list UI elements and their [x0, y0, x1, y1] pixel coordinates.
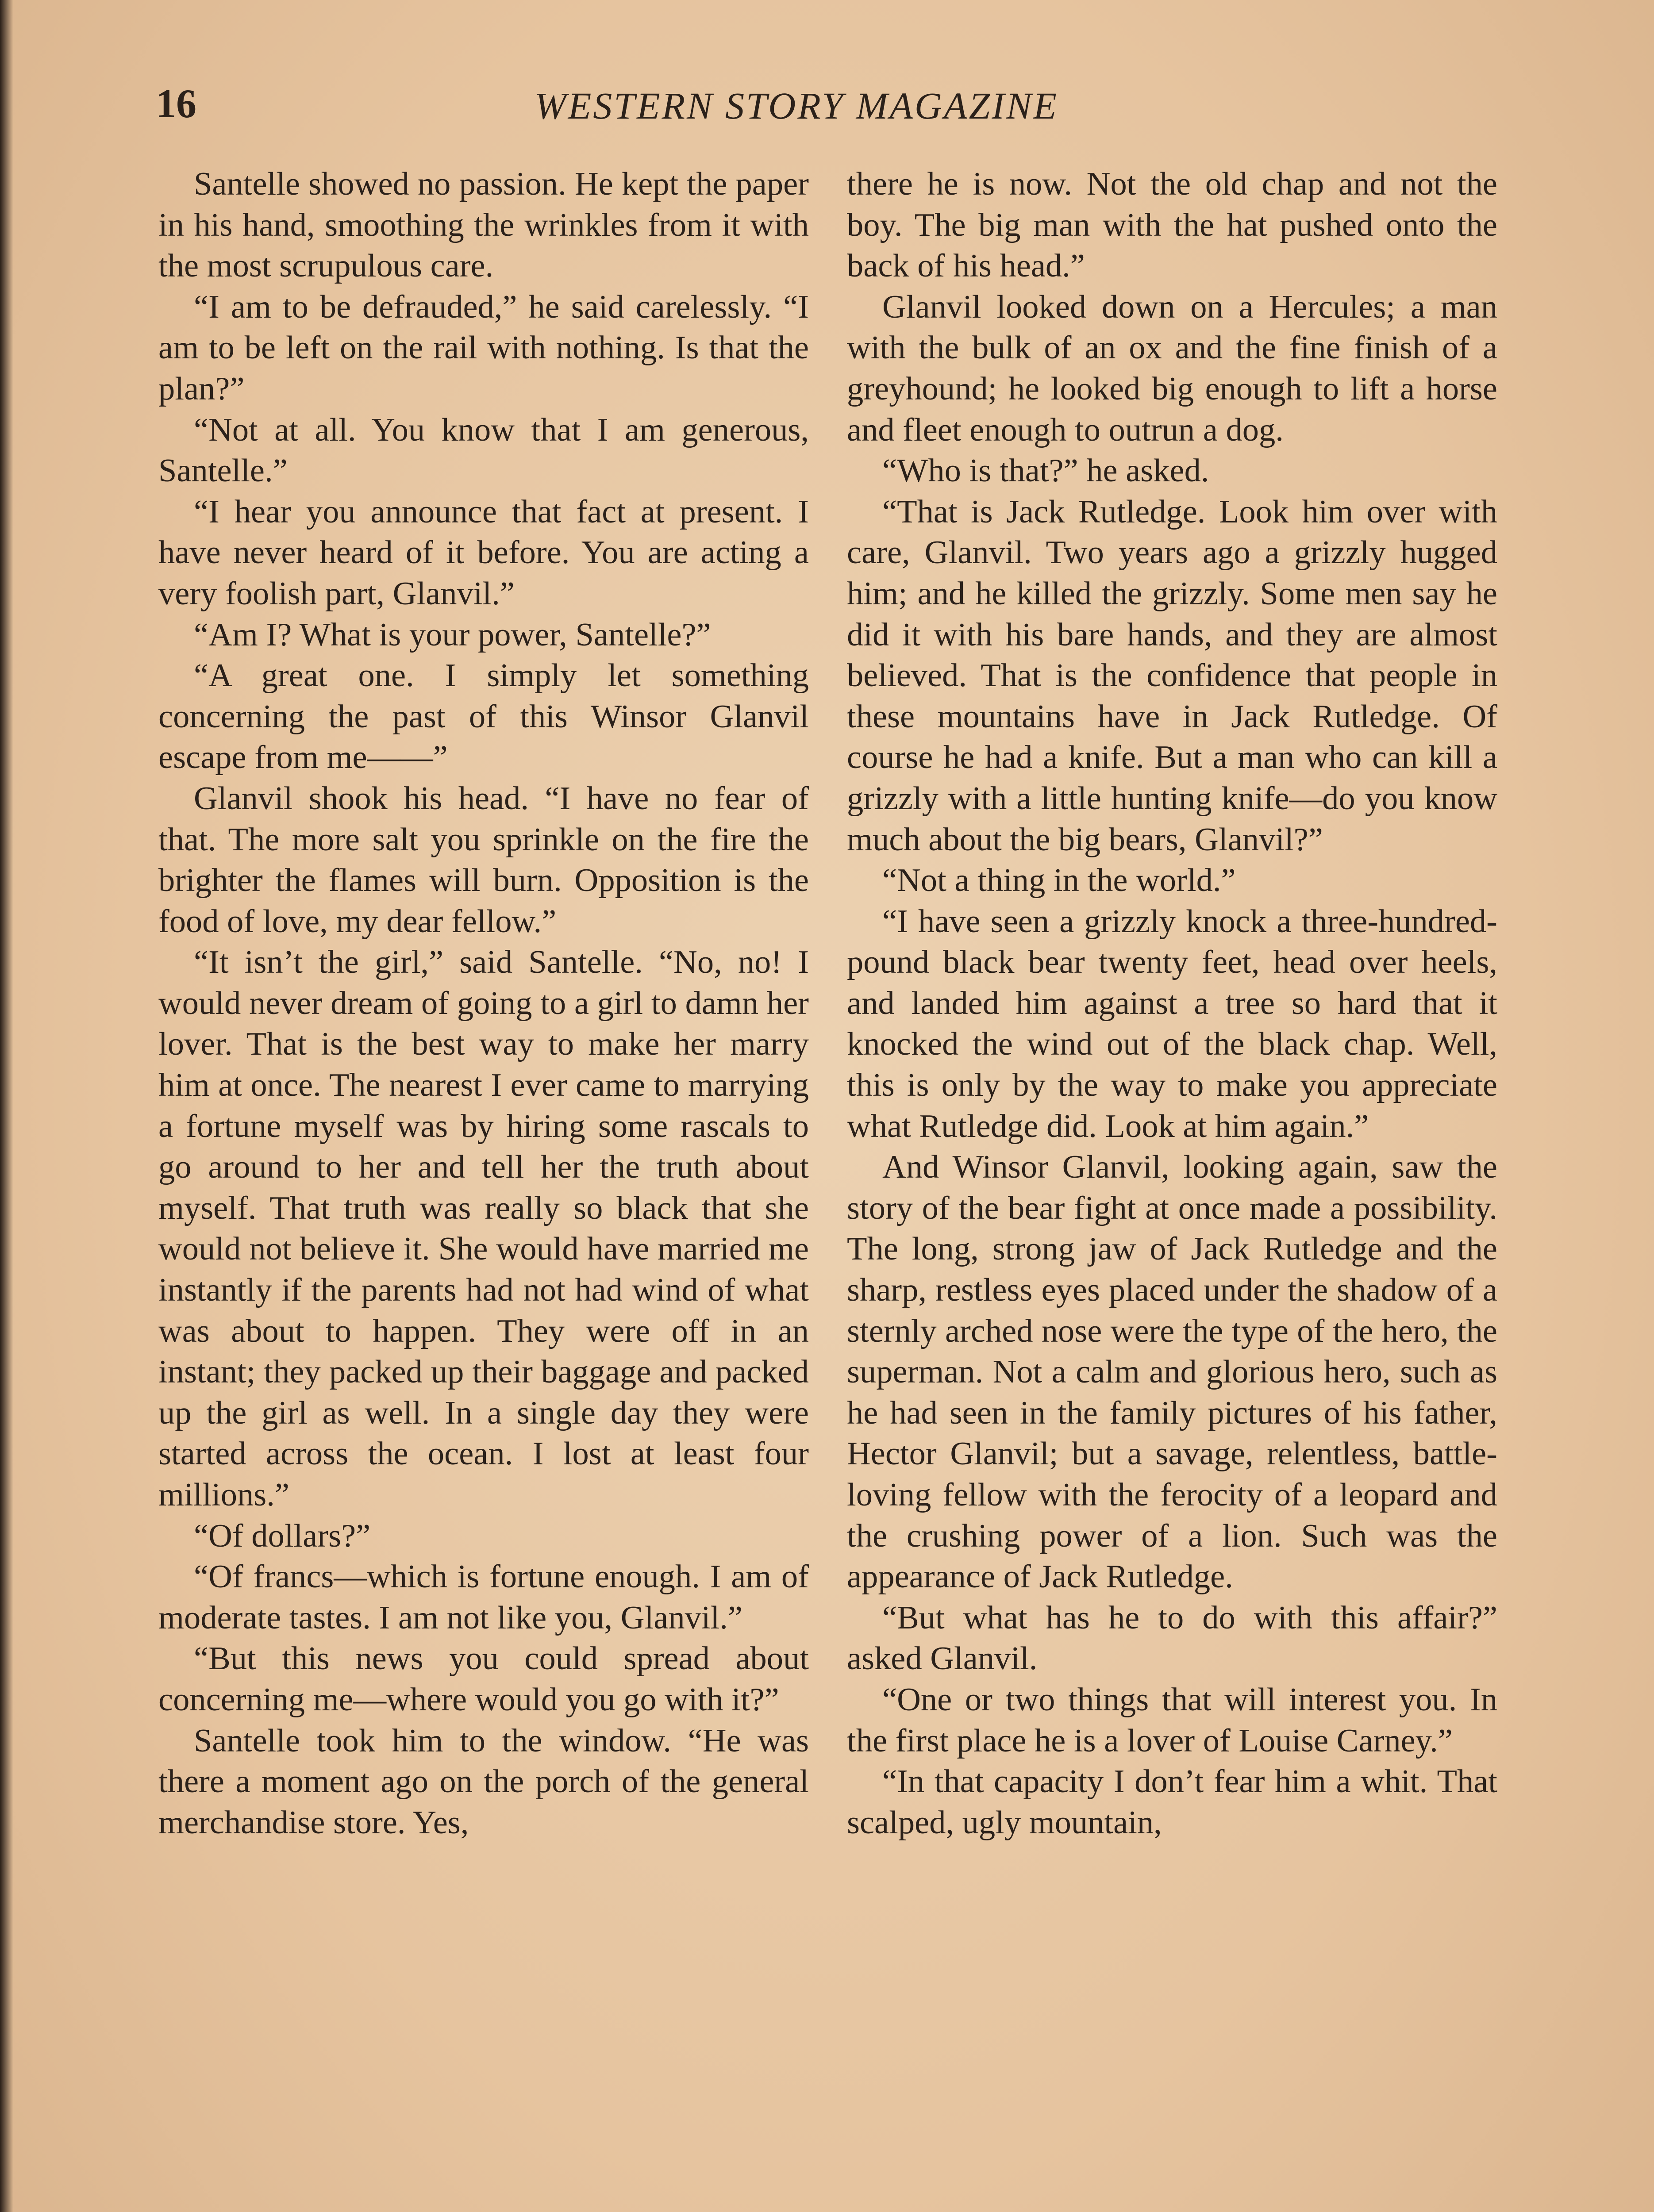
paragraph: “But what has he to do with this affair?” asked Glanvil.: [847, 1599, 1497, 1677]
paragraph: “That is Jack Rutledge. Look him over with care, Glanvil. Two years ago a grizzly hugged him; and he killed the grizzly. Some men say he did it with his bare hands, and they are almost believed. That is the confidence that people in these mountains have in Jack Rutledge. Of course he had a knife. But a man who can kill a grizzly with a little hunting knife—do you know much about the big bears, Glanvil?”: [847, 493, 1497, 858]
paragraph: “I hear you announce that fact at present. I have never heard of it before. You are acting a very foolish part, Glanvil.”: [158, 493, 809, 612]
paragraph: “I have seen a grizzly knock a three-hundred-pound black bear twenty feet, head over heels, and landed him against a tree so hard that it knocked the wind out of the black chap. Well, this is only by the way to make you appreciate what Rutledge did. Look at him again.”: [847, 903, 1497, 1144]
paragraph: Glanvil shook his head. “I have no fear of that. The more salt you sprinkle on the fire the brighter the flames will burn. Opposition is the food of love, my dear fellow.”: [158, 780, 809, 940]
paragraph: “In that capacity I don’t fear him a whit. That scalped, ugly mountain,: [847, 1763, 1497, 1841]
paragraph: “A great one. I simply let something concerning the past of this Winsor Glanvil escape from me——”: [158, 657, 809, 776]
left-column: [158, 164, 809, 1843]
paragraph: “It isn’t the girl,” said Santelle. “No, no! I would never dream of going to a girl to damn her lover. That is the best way to make her marry him at once. The nearest I ever came to marrying a fortune myself was by hiring some rascals to go around to her and tell her the truth about myself. That truth was really so black that she would not believe it. She would have married me instantly if the parents had not had wind of what was about to happen. They were off in an instant; they packed up their baggage and packed up the girl as well. In a single day they were started across the ocean. I lost at least four millions.”: [158, 944, 809, 1513]
right-column: [847, 164, 1497, 1843]
paragraph: “Who is that?” he asked.: [882, 453, 1209, 489]
page-number: 16: [156, 81, 196, 126]
paragraph: “Not at all. You know that I am generous, Santelle.”: [158, 411, 809, 489]
paragraph: “Not a thing in the world.”: [882, 862, 1236, 899]
paragraph: “One or two things that will interest you. In the first place he is a lover of Louise Carney.”: [847, 1681, 1497, 1759]
paragraph: “Of francs—which is fortune enough. I am of moderate tastes. I am not like you, Glanvil.”: [158, 1559, 809, 1636]
paragraph: “But this news you could spread about concerning me—where would you go with it?”: [158, 1640, 809, 1718]
page-edge-shadow: [0, 0, 13, 2212]
paragraph: Santelle took him to the window. “He was there a moment ago on the porch of the general merchandise store. Yes,: [158, 1722, 809, 1841]
paragraph: “Of dollars?”: [194, 1517, 371, 1554]
paragraph: Glanvil looked down on a Hercules; a man with the bulk of an ox and the fine finish of a greyhound; he looked big enough to lift a horse and fleet enough to outrun a dog.: [847, 288, 1497, 448]
paragraph: And Winsor Glanvil, looking again, saw the story of the bear fight at once made a possibility. The long, strong jaw of Jack Rutledge and the sharp, restless eyes placed under the shadow of a sternly arched nose were the type of the hero, the superman. Not a calm and glorious hero, such as he had seen in the family pictures of his father, Hector Glanvil; but a savage, relentless, battle-loving fellow with the ferocity of a leopard and the crushing power of a lion. Such was the appearance of Jack Rutledge.: [847, 1149, 1497, 1595]
paragraph: Santelle showed no passion. He kept the paper in his hand, smoothing the wrinkles from it with the most scrupulous care.: [158, 166, 809, 284]
paragraph: there he is now. Not the old chap and not the boy. The big man with the hat pushed onto the back of his head.”: [847, 166, 1497, 284]
magazine-title: WESTERN STORY MAGAZINE: [535, 84, 1058, 127]
paragraph: “Am I? What is your power, Santelle?”: [194, 616, 711, 653]
paragraph: “I am to be defrauded,” he said carelessly. “I am to be left on the rail with nothing. Is that the plan?”: [158, 288, 809, 407]
